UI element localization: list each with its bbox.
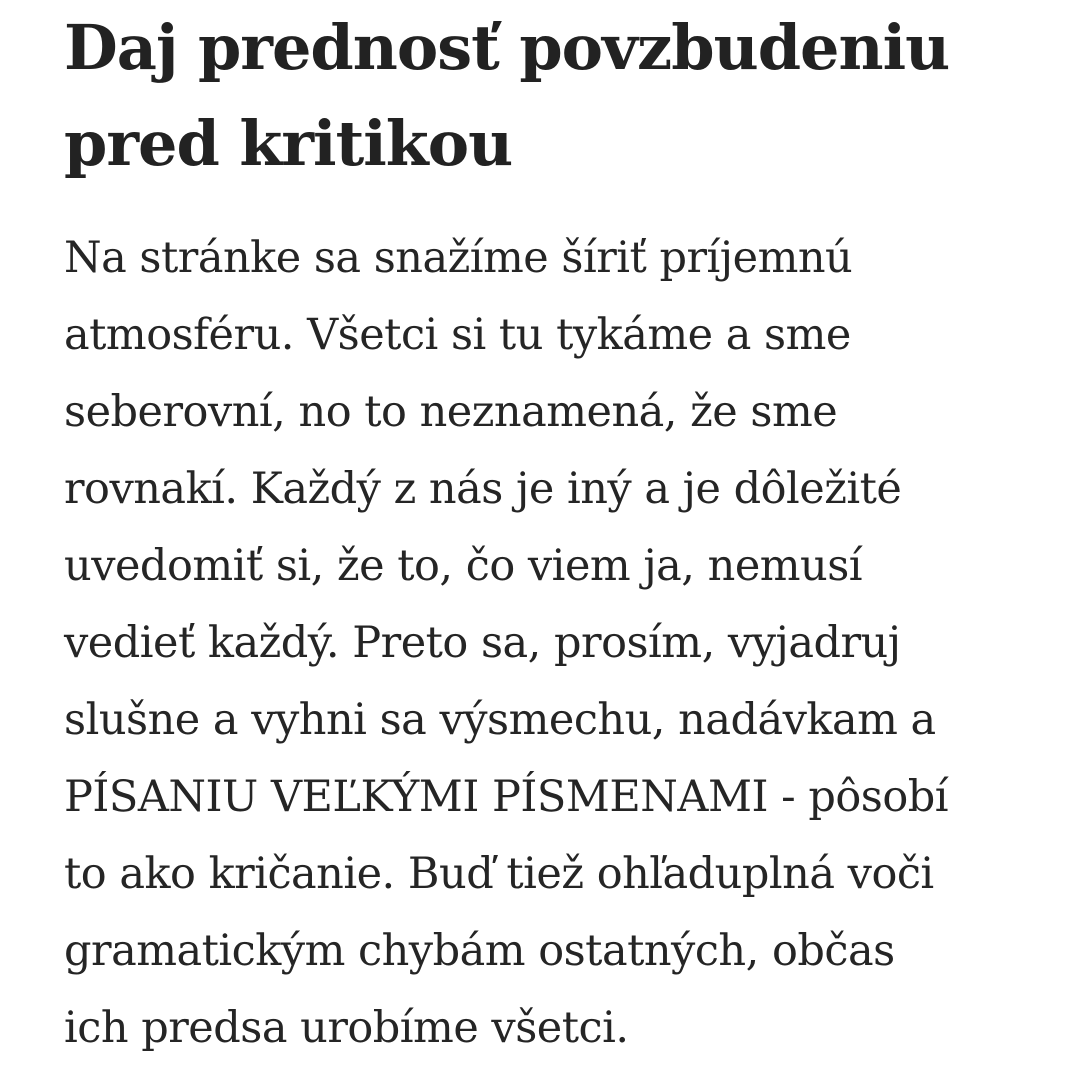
- article-body-line: Na stránke sa snažíme šíriť príjemnú: [64, 233, 853, 283]
- article-body-line: to ako kričanie. Buď tiež ohľaduplná voči: [64, 849, 934, 899]
- article-body-line: PÍSANIU VEĽKÝMI PÍSMENAMI - pôsobí: [64, 772, 948, 822]
- article-body-line: seberovní, no to neznamená, že sme: [64, 387, 838, 437]
- article-body-line: slušne a vyhni sa výsmechu, nadávkam a: [64, 695, 936, 745]
- article-body-line: ich predsa urobíme všetci.: [64, 1003, 629, 1053]
- article-body-line: gramatickým chybám ostatných, občas: [64, 926, 895, 976]
- article-body-line: atmosféru. Všetci si tu tykáme a sme: [64, 310, 851, 360]
- article-body-line: rovnakí. Každý z nás je iný a je dôležité: [64, 464, 902, 514]
- article-paragraph: [64, 220, 1040, 1067]
- article-title: [64, 0, 1040, 192]
- article-title-line: Daj prednosť povzbudeniu: [64, 11, 950, 84]
- article-body-line: vedieť každý. Preto sa, prosím, vyjadruj: [64, 618, 901, 668]
- article-body-line: uvedomiť si, že to, čo viem ja, nemusí: [64, 541, 863, 591]
- article-title-line: pred kritikou: [64, 107, 513, 180]
